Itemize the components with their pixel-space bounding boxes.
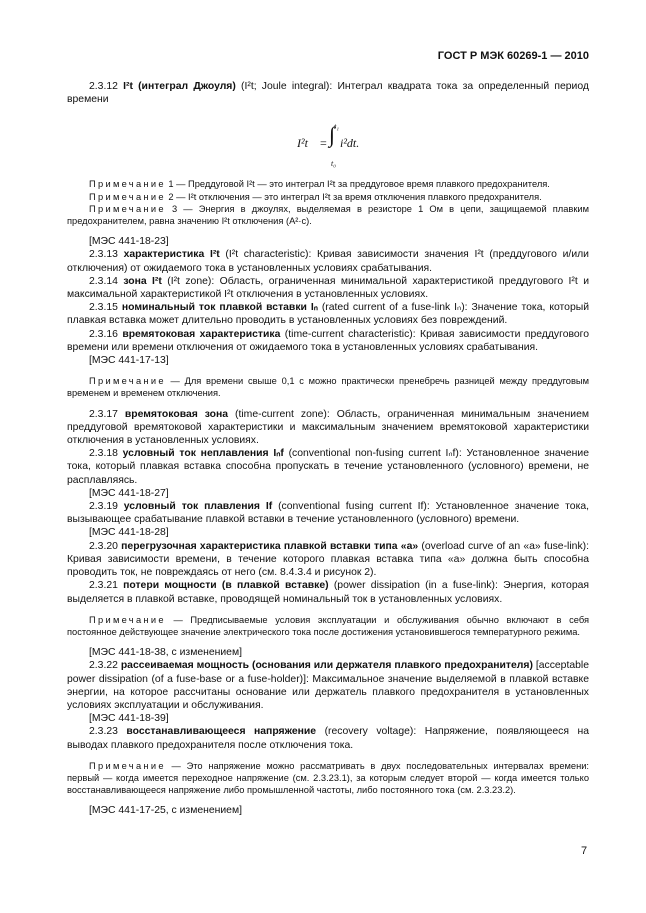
note-lead: Примечание bbox=[89, 191, 166, 202]
formula-lower-limit: t₀ bbox=[331, 159, 337, 169]
clause-number: 2.3.15 bbox=[89, 302, 122, 314]
reference-mes: [МЭС 441-18-27] bbox=[89, 487, 169, 499]
note-lead: Примечание bbox=[89, 760, 166, 771]
term-definition: (recovery voltage): Напряжение, появляющееся на выводах плавкого предохранителя после отключения тока. bbox=[67, 726, 589, 751]
term-2-3-15 bbox=[67, 301, 589, 327]
reference-mes: [МЭС 441-18-39] bbox=[89, 713, 169, 725]
clause-number: 2.3.14 bbox=[89, 275, 124, 287]
note-text: — Предписываемые условия эксплуатации и обслуживания обычно включают в себя постоянное действующее значение электрического тока после достижения установившегося температурного режима. bbox=[67, 614, 589, 637]
term-2-3-14 bbox=[67, 275, 589, 301]
formula-upper-limit: t₁ bbox=[334, 122, 340, 132]
formula-integrand bbox=[340, 137, 359, 150]
clause-number: 2.3.12 bbox=[89, 81, 124, 92]
reference-mes: [МЭС 441-18-38, с изменением] bbox=[89, 647, 242, 659]
term-definition: [acceptable power dissipation (of a fuse-base or a fuse-holder)]: Максимальное значение выделяемой в плавкой вставке энергии, на которое рассчитаны основание или держатель плавкого предохранителя в установленных условиях эксплуатации и обслуживания. bbox=[67, 660, 589, 711]
reference-mes: [МЭС 441-18-28] bbox=[89, 527, 169, 539]
formula-period: . bbox=[356, 136, 360, 151]
note-lead: Примечание bbox=[89, 376, 166, 387]
term-2-3-12 bbox=[67, 80, 589, 106]
document-body bbox=[67, 80, 589, 818]
term-2-3-17 bbox=[67, 408, 589, 448]
formula-equals: = bbox=[320, 136, 327, 151]
term-name: рассеиваемая мощность (основания или держателя плавкого предохранителя) bbox=[120, 660, 533, 672]
clause-number: 2.3.23 bbox=[89, 726, 127, 738]
integral-sign: ∫ bbox=[329, 122, 336, 148]
note bbox=[67, 375, 589, 399]
term-2-3-16 bbox=[67, 328, 589, 354]
page-number: 7 bbox=[581, 845, 588, 857]
term-name: времятоковая зона bbox=[124, 408, 229, 420]
term-definition: (conventional non-fusing current Iₙf): Установленное значение тока, который плавкая вставка способна пропускать в течение установленного (условного) времени, не расплавляясь. bbox=[67, 448, 589, 486]
clause-number: 2.3.22 bbox=[89, 660, 121, 672]
term-name: потери мощности (в плавкой вставке) bbox=[123, 580, 329, 592]
term-2-3-22 bbox=[67, 659, 589, 712]
term-definition: (conventional fusing current If): Установленное значение тока, вызывающее срабатывание плавкой вставки в течение установленного (условного) времени. bbox=[67, 501, 590, 526]
term-name: номинальный ток плавкой вставки Iₙ bbox=[121, 302, 318, 314]
term-2-3-13 bbox=[67, 248, 589, 274]
term-definition: (I²t; Joule integral): Интеграл квадрата тока за определенный период времени bbox=[67, 81, 589, 106]
reference-mes: [МЭС 441-18-23] bbox=[89, 236, 169, 248]
term-definition: (time-current characteristic): Кривая зависимости преддугового времени или времени отключения от ожидаемого тока в установленных условиях срабатывания. bbox=[67, 328, 589, 353]
note-text: 3 — Энергия в джоулях, выделяемая в резисторе 1 Ом в цепи, защищаемой плавким предохранителем, равна значению I²t отключения (А²·с). bbox=[67, 203, 589, 227]
note-lead: Примечание bbox=[89, 179, 166, 190]
term-name: времятоковая характеристика bbox=[122, 328, 281, 340]
term-name: условный ток неплавления Iₙf bbox=[122, 448, 284, 460]
note-text: 1 — Преддуговой I²t — это интеграл I²t за преддуговое время плавкого предохранителя. bbox=[165, 179, 550, 190]
term-name: зона I²t bbox=[123, 275, 162, 287]
clause-number: 2.3.17 bbox=[89, 408, 125, 420]
term-name: характеристика I²t bbox=[123, 249, 220, 261]
clause-number: 2.3.13 bbox=[89, 249, 124, 261]
note-text: 2 — I²t отключения — это интеграл I²t за время отключения плавкого предохранителя. bbox=[165, 191, 542, 202]
note-2 bbox=[67, 191, 589, 203]
term-name: условный ток плавления If bbox=[123, 501, 273, 513]
document-header: ГОСТ Р МЭК 60269-1 — 2010 bbox=[437, 50, 589, 62]
term-name: восстанавливающееся напряжение bbox=[126, 726, 317, 738]
note-lead: Примечание bbox=[89, 203, 166, 214]
clause-number: 2.3.16 bbox=[89, 328, 123, 340]
reference-mes: [МЭС 441-17-25, с изменением] bbox=[89, 805, 242, 817]
term-definition: (time-current zone): Область, ограниченная минимальным значением преддуговой времятоковой характеристики и максимальным значением времятоковой характеристики отключения в установленных условиях. bbox=[67, 408, 589, 447]
clause-number: 2.3.18 bbox=[89, 448, 123, 460]
formula-lhs: I²t bbox=[297, 136, 308, 151]
term-definition: (I²t zone): Область, ограниченная минимальной характеристикой преддугового I²t и максимальной характеристикой I²t отключения в установленных условиях. bbox=[67, 275, 589, 301]
term-name: перегрузочная характеристика плавкой вставки типа «а» bbox=[121, 540, 419, 552]
term-definition: (rated current of a fuse-link Iₙ): Значение тока, который плавкая вставка может длительно проводить в установленных условиях без повреждений. bbox=[67, 302, 590, 327]
note bbox=[67, 760, 589, 797]
clause-number: 2.3.19 bbox=[89, 501, 124, 513]
note-text: — Это напряжение можно рассматривать в двух последовательных интервалах времени: первый — когда имеется переходное напряжение (см. 2.3.23.1), за которым следует второй — когда имеется только восстанавливающееся напряжение либо промышленной частоты, либо постоянного тока (см. 2.3.23.2). bbox=[67, 760, 589, 796]
clause-number: 2.3.21 bbox=[89, 580, 124, 592]
note bbox=[67, 614, 589, 638]
term-definition: (power dissipation (in a fuse-link): Энергия, которая выделяется в плавкой вставке, проводящей номинальный ток в установленных условиях. bbox=[67, 580, 590, 605]
reference-mes: [МЭС 441-17-13] bbox=[89, 355, 169, 367]
term-2-3-21 bbox=[67, 579, 589, 605]
integrand-text: i²dt bbox=[340, 136, 357, 151]
note-text: — Для времени свыше 0,1 с можно практически пренебречь разницей между преддуговым временем и временем отключения. bbox=[67, 376, 589, 399]
note-lead: Примечание bbox=[89, 614, 166, 625]
note-3 bbox=[67, 203, 589, 227]
clause-number: 2.3.20 bbox=[89, 540, 122, 552]
term-definition: (I²t characteristic): Кривая зависимости значения I²t (преддугового и/или отключения) от ожидаемого тока в установленных условиях срабатывания. bbox=[67, 249, 589, 274]
term-2-3-18 bbox=[67, 447, 589, 487]
term-2-3-20 bbox=[67, 540, 589, 580]
note-1 bbox=[67, 178, 589, 190]
joule-integral-formula bbox=[67, 120, 589, 169]
term-2-3-19 bbox=[67, 500, 589, 526]
term-2-3-23 bbox=[67, 725, 589, 751]
term-definition: (overload curve of an «a» fuse-link): Кривая зависимости времени, в течение которого плавкая вставка типа «а» должна быть способна проводить ток, не повреждаясь от него (см. 8.4.3.4 и рисунок 2). bbox=[67, 540, 589, 579]
term-name: I²t (интеграл Джоуля) bbox=[123, 81, 236, 92]
